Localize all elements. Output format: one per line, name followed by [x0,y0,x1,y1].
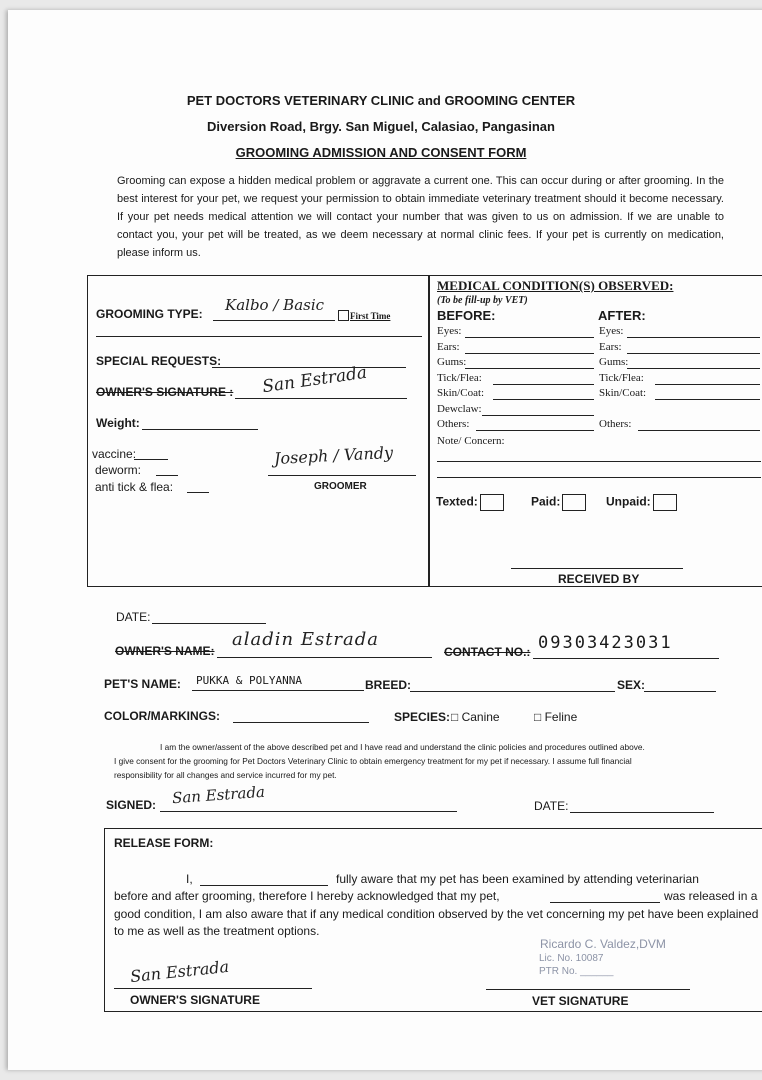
unpaid-label: Unpaid: [606,494,651,509]
form-title: GROOMING ADMISSION AND CONSENT FORM [235,145,527,160]
before-field-label: Tick/Flea: [437,371,482,384]
canine-option[interactable]: □ Canine [451,710,500,724]
contact-value[interactable]: 09303423031 [538,633,673,653]
color-label: COLOR/MARKINGS: [104,709,220,723]
release-text-1: fully aware that my pet has been examined by attending veterinarian [336,872,699,886]
grooming-type-value[interactable]: Kalbo / Basic [225,296,325,314]
release-text-3: was released in a [664,889,758,903]
after-field-label: Skin/Coat: [599,387,647,399]
antitick-label: anti tick & flea: [95,480,174,494]
after-field-line[interactable] [627,368,760,369]
before-field-label: Skin/Coat: [437,387,485,399]
after-field-label: Eyes: [599,325,624,337]
owner-release-signature[interactable]: San Estrada [129,956,230,987]
after-field-line[interactable] [627,353,760,354]
texted-label: Texted: [436,494,478,509]
date-label: DATE: [116,610,151,624]
weight-label: Weight: [96,416,140,430]
before-field-line[interactable] [465,368,594,369]
paid-field[interactable] [531,494,586,511]
grooming-box [87,275,430,587]
unpaid-field[interactable] [606,494,677,511]
clinic-address: Diversion Road, Brgy. San Miguel, Calasiao, Pangasinan [207,119,555,134]
paid-checkbox[interactable] [562,494,586,511]
consent-date-label: DATE: [534,799,569,813]
owner-name-value[interactable]: aladin Estrada [232,629,380,650]
first-time-label: First Time [350,311,391,321]
intro-paragraph: Grooming can expose a hidden medical problem or aggravate a current one. This can occur during or after grooming. In the best interest for your pet, we request your permission to obtain immediate veterinary treatment should it become necessary. If your pet needs medical attention we will contact your number that was given to us on admission. If we are unable to contact you, your pet will be treated, as we deem necessary at normal clinic fees. If your pet is currently on medication, please inform us. [117,175,724,259]
after-field-line[interactable] [627,337,760,338]
breed-label: BREED: [365,678,412,692]
feline-option[interactable]: □ Feline [534,710,578,724]
after-field-label: Gums: [599,356,629,368]
groomer-value[interactable]: Joseph / Vandy [273,442,394,469]
before-field-label: Ears: [437,340,460,353]
before-field-line[interactable] [493,399,594,400]
release-i: I, [186,872,193,886]
release-text-2: before and after grooming, therefore I hereby acknowledged that my pet, [114,889,500,903]
clinic-name: PET DOCTORS VETERINARY CLINIC and GROOMING CENTER [186,93,576,108]
unpaid-checkbox[interactable] [653,494,677,511]
vet-sig-label: VET SIGNATURE [532,994,629,1008]
medical-title: MEDICAL CONDITION(S) OBSERVED: [437,278,674,293]
signed-label: SIGNED: [106,798,157,812]
vet-stamp-ptr: PTR No. ______ [539,966,614,977]
owner-signature-value[interactable]: San Estrada [261,362,369,398]
received-by-label: RECEIVED BY [558,572,640,586]
after-label: AFTER: [598,308,646,323]
sex-label: SEX: [617,678,646,692]
vet-stamp-lic: Lic. No. 10087 [539,953,604,964]
consent-line-2: I give consent for the grooming for Pet Doctors Veterinary Clinic to obtain emergency treatment for my pet if necessary. I assume full financial [114,756,632,766]
first-time-checkbox[interactable] [338,310,349,321]
owner-sig-label: OWNER'S SIGNATURE [130,993,260,1007]
after-field-line[interactable] [655,399,760,400]
before-field-line[interactable] [465,353,594,354]
note-label: Note/ Concern: [437,435,505,447]
before-field-line[interactable] [493,384,594,385]
paid-label: Paid: [531,494,561,509]
consent-line-1: I am the owner/assent of the above described pet and I have read and understand the clinic policies and procedures outlined above. [160,742,645,752]
owner-signature-label: OWNER'S SIGNATURE : [96,385,234,399]
special-requests-label: SPECIAL REQUESTS: [96,354,222,368]
grooming-type-label: GROOMING TYPE: [96,307,203,321]
release-title: RELEASE FORM: [114,836,214,850]
consent-line-3: responsibility for all changes and service incurred for my pet. [114,770,337,780]
before-field-label: Gums: [437,356,467,368]
vet-stamp-name: Ricardo C. Valdez,DVM [540,937,666,951]
vaccine-label: vaccine: [92,447,137,461]
release-text-4: good condition, I am also aware that if any medical condition observed by the vet concerning my pet have been explained to me as well as the treatment options. [114,907,759,938]
texted-checkbox[interactable] [480,494,504,511]
deworm-label: deworm: [95,463,142,477]
before-field-line[interactable] [476,430,594,431]
pet-name-value[interactable]: PUKKA & POLYANNA [196,674,302,687]
before-field-label: Others: [437,418,470,430]
before-field-label: Dewclaw: [437,402,482,415]
after-field-label: Ears: [599,340,622,353]
groomer-label: GROOMER [314,481,367,492]
after-field-label: Tick/Flea: [599,371,644,384]
owner-name-label: OWNER'S NAME: [115,644,215,658]
before-field-line[interactable] [482,415,594,416]
after-field-label: Others: [599,417,632,430]
medical-subtitle: (To be fill-up by VET) [437,295,528,306]
before-label: BEFORE: [437,308,496,323]
species-label: SPECIES: [394,710,451,724]
before-field-line[interactable] [465,337,594,338]
before-field-label: Eyes: [437,325,462,337]
signed-value[interactable]: San Estrada [171,782,266,808]
texted-field[interactable] [436,494,504,511]
after-field-line[interactable] [638,430,760,431]
pet-name-label: PET'S NAME: [104,677,181,691]
contact-label: CONTACT NO.: [444,645,531,659]
after-field-line[interactable] [655,384,760,385]
